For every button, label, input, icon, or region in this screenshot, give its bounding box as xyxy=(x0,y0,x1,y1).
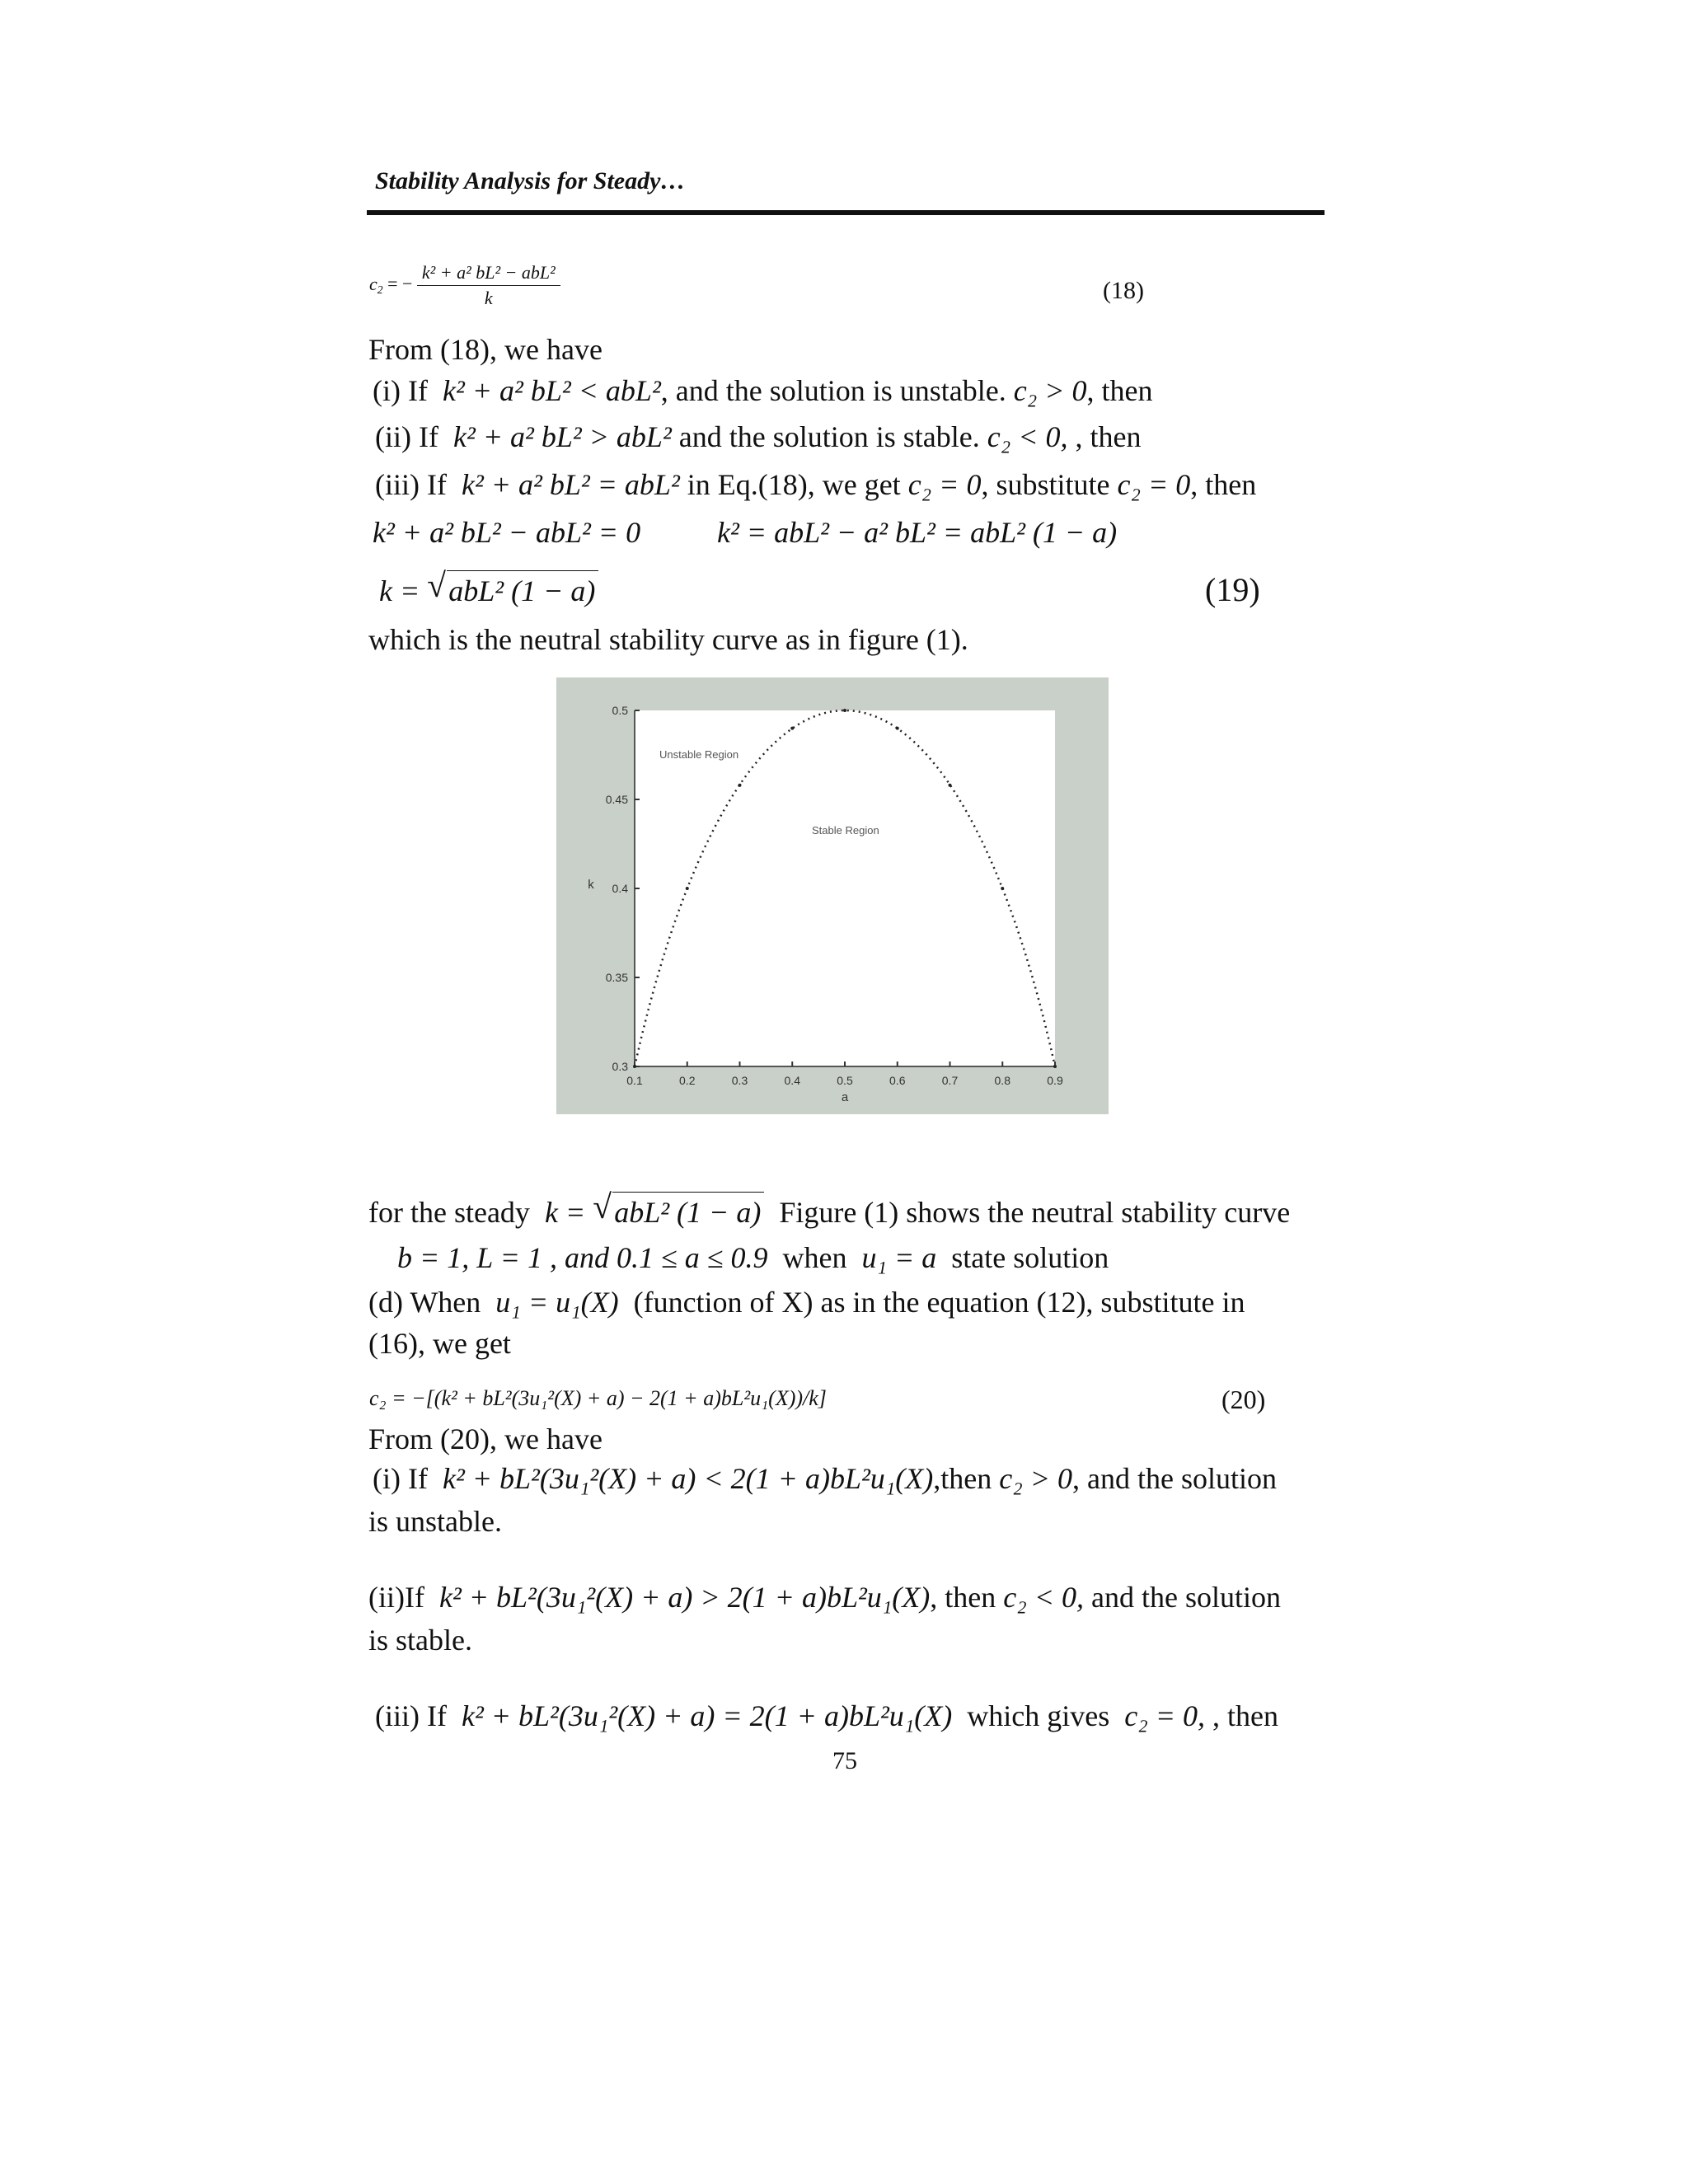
data-point xyxy=(843,709,846,712)
eq19-number: (19) xyxy=(1205,571,1260,608)
data-point xyxy=(686,887,689,890)
header-rule xyxy=(367,210,1325,215)
neutral-curve-sentence: which is the neutral stability curve as in figure (1). xyxy=(368,623,968,656)
stable-region-label: Stable Region xyxy=(812,824,879,837)
data-point xyxy=(633,1065,636,1068)
eq18-numerator: k² + a² bL² − abL² xyxy=(417,262,560,286)
equation-k-squared: k² = abL² − a² bL² = abL² (1 − a) xyxy=(717,516,1118,549)
case-d: (d) When u₁ = u₁(X) (function of X) as in the equation (12), substitute in xyxy=(368,1286,1245,1319)
running-title: Stability Analysis for Steady… xyxy=(375,167,686,194)
case-d-cont: (16), we get xyxy=(368,1327,511,1360)
data-point xyxy=(1001,887,1004,890)
data-point xyxy=(896,727,899,730)
equation-19: k = √ abL² (1 − a) xyxy=(379,570,598,609)
from-20: From (20), we have xyxy=(368,1422,603,1455)
x-tick-label: 0.9 xyxy=(1047,1074,1063,1087)
x-tick-label: 0.3 xyxy=(731,1074,748,1087)
data-point xyxy=(790,727,794,730)
eq18-lhs: $c_2$ xyxy=(369,273,383,296)
case-20-ii-cont: is stable. xyxy=(368,1624,472,1657)
case-i: (i) If k² + a² bL² < abL², and the solution is unstable. c₂ > 0, then xyxy=(373,374,1153,407)
data-point xyxy=(949,784,952,787)
figure-1 xyxy=(556,677,1109,1114)
x-tick-label: 0.2 xyxy=(679,1074,696,1087)
case-20-i-cont: is unstable. xyxy=(368,1505,502,1538)
x-tick-label: 0.4 xyxy=(784,1074,800,1087)
equation-k-sum: k² + a² bL² − abL² = 0 xyxy=(373,516,641,549)
x-axis-label: a xyxy=(841,1090,849,1104)
case-20-iii: (iii) If k² + bL²(3u₁²(X) + a) = 2(1 + a)bL²u₁(X) which gives c₂ = 0, , then xyxy=(375,1699,1279,1732)
equation-20: c₂ = −[(k² + bL²(3u₁²(X) + a) − 2(1 + a)bL²u₁(X))/k] xyxy=(369,1386,827,1410)
equation-18 xyxy=(369,262,560,309)
x-tick-label: 0.7 xyxy=(941,1074,959,1087)
eq18-number: (18) xyxy=(1103,277,1144,304)
y-tick-label: 0.5 xyxy=(612,704,628,717)
case-20-ii: (ii)If k² + bL²(3u₁²(X) + a) > 2(1 + a)bL²u₁(X), then c₂ < 0, and the solution xyxy=(368,1581,1282,1614)
eq18-denominator: k xyxy=(484,288,493,308)
y-tick-label: 0.35 xyxy=(605,971,628,984)
neutral-stability-chart xyxy=(556,677,1109,1114)
plot-area xyxy=(635,710,1055,1066)
x-tick-label: 0.1 xyxy=(626,1074,643,1087)
y-tick-label: 0.45 xyxy=(605,793,628,806)
data-point xyxy=(738,784,742,787)
eq18-fraction xyxy=(417,262,560,309)
page-number: 75 xyxy=(832,1747,857,1774)
y-tick-label: 0.3 xyxy=(612,1060,628,1073)
x-tick-label: 0.6 xyxy=(889,1074,906,1087)
from-18: From (18), we have xyxy=(368,333,603,366)
data-point xyxy=(1053,1065,1057,1068)
case-ii: (ii) If k² + a² bL² > abL² and the solution is stable. c₂ < 0, , then xyxy=(375,420,1142,453)
steady-line: for the steady k = √ abL² (1 − a) Figure (1) shows the neutral stability curve xyxy=(368,1188,1291,1229)
case-iii: (iii) If k² + a² bL² = abL² in Eq.(18), we get c₂ = 0, substitute c₂ = 0, then xyxy=(375,468,1257,501)
y-tick-label: 0.4 xyxy=(612,882,628,895)
case-20-i: (i) If k² + bL²(3u₁²(X) + a) < 2(1 + a)bL²u₁(X),then c₂ > 0, and the solution xyxy=(373,1462,1278,1495)
x-tick-label: 0.5 xyxy=(837,1074,853,1087)
eq20-number: (20) xyxy=(1221,1385,1266,1414)
y-axis-label: k xyxy=(588,878,594,892)
eq18-sign: = − xyxy=(387,273,413,294)
x-tick-label: 0.8 xyxy=(994,1074,1010,1087)
unstable-region-label: Unstable Region xyxy=(659,748,739,761)
sqrt: √ abL² (1 − a) xyxy=(427,570,598,609)
parameters-line: b = 1, L = 1 , and 0.1 ≤ a ≤ 0.9 when u₁ = a state solution xyxy=(397,1241,1109,1274)
